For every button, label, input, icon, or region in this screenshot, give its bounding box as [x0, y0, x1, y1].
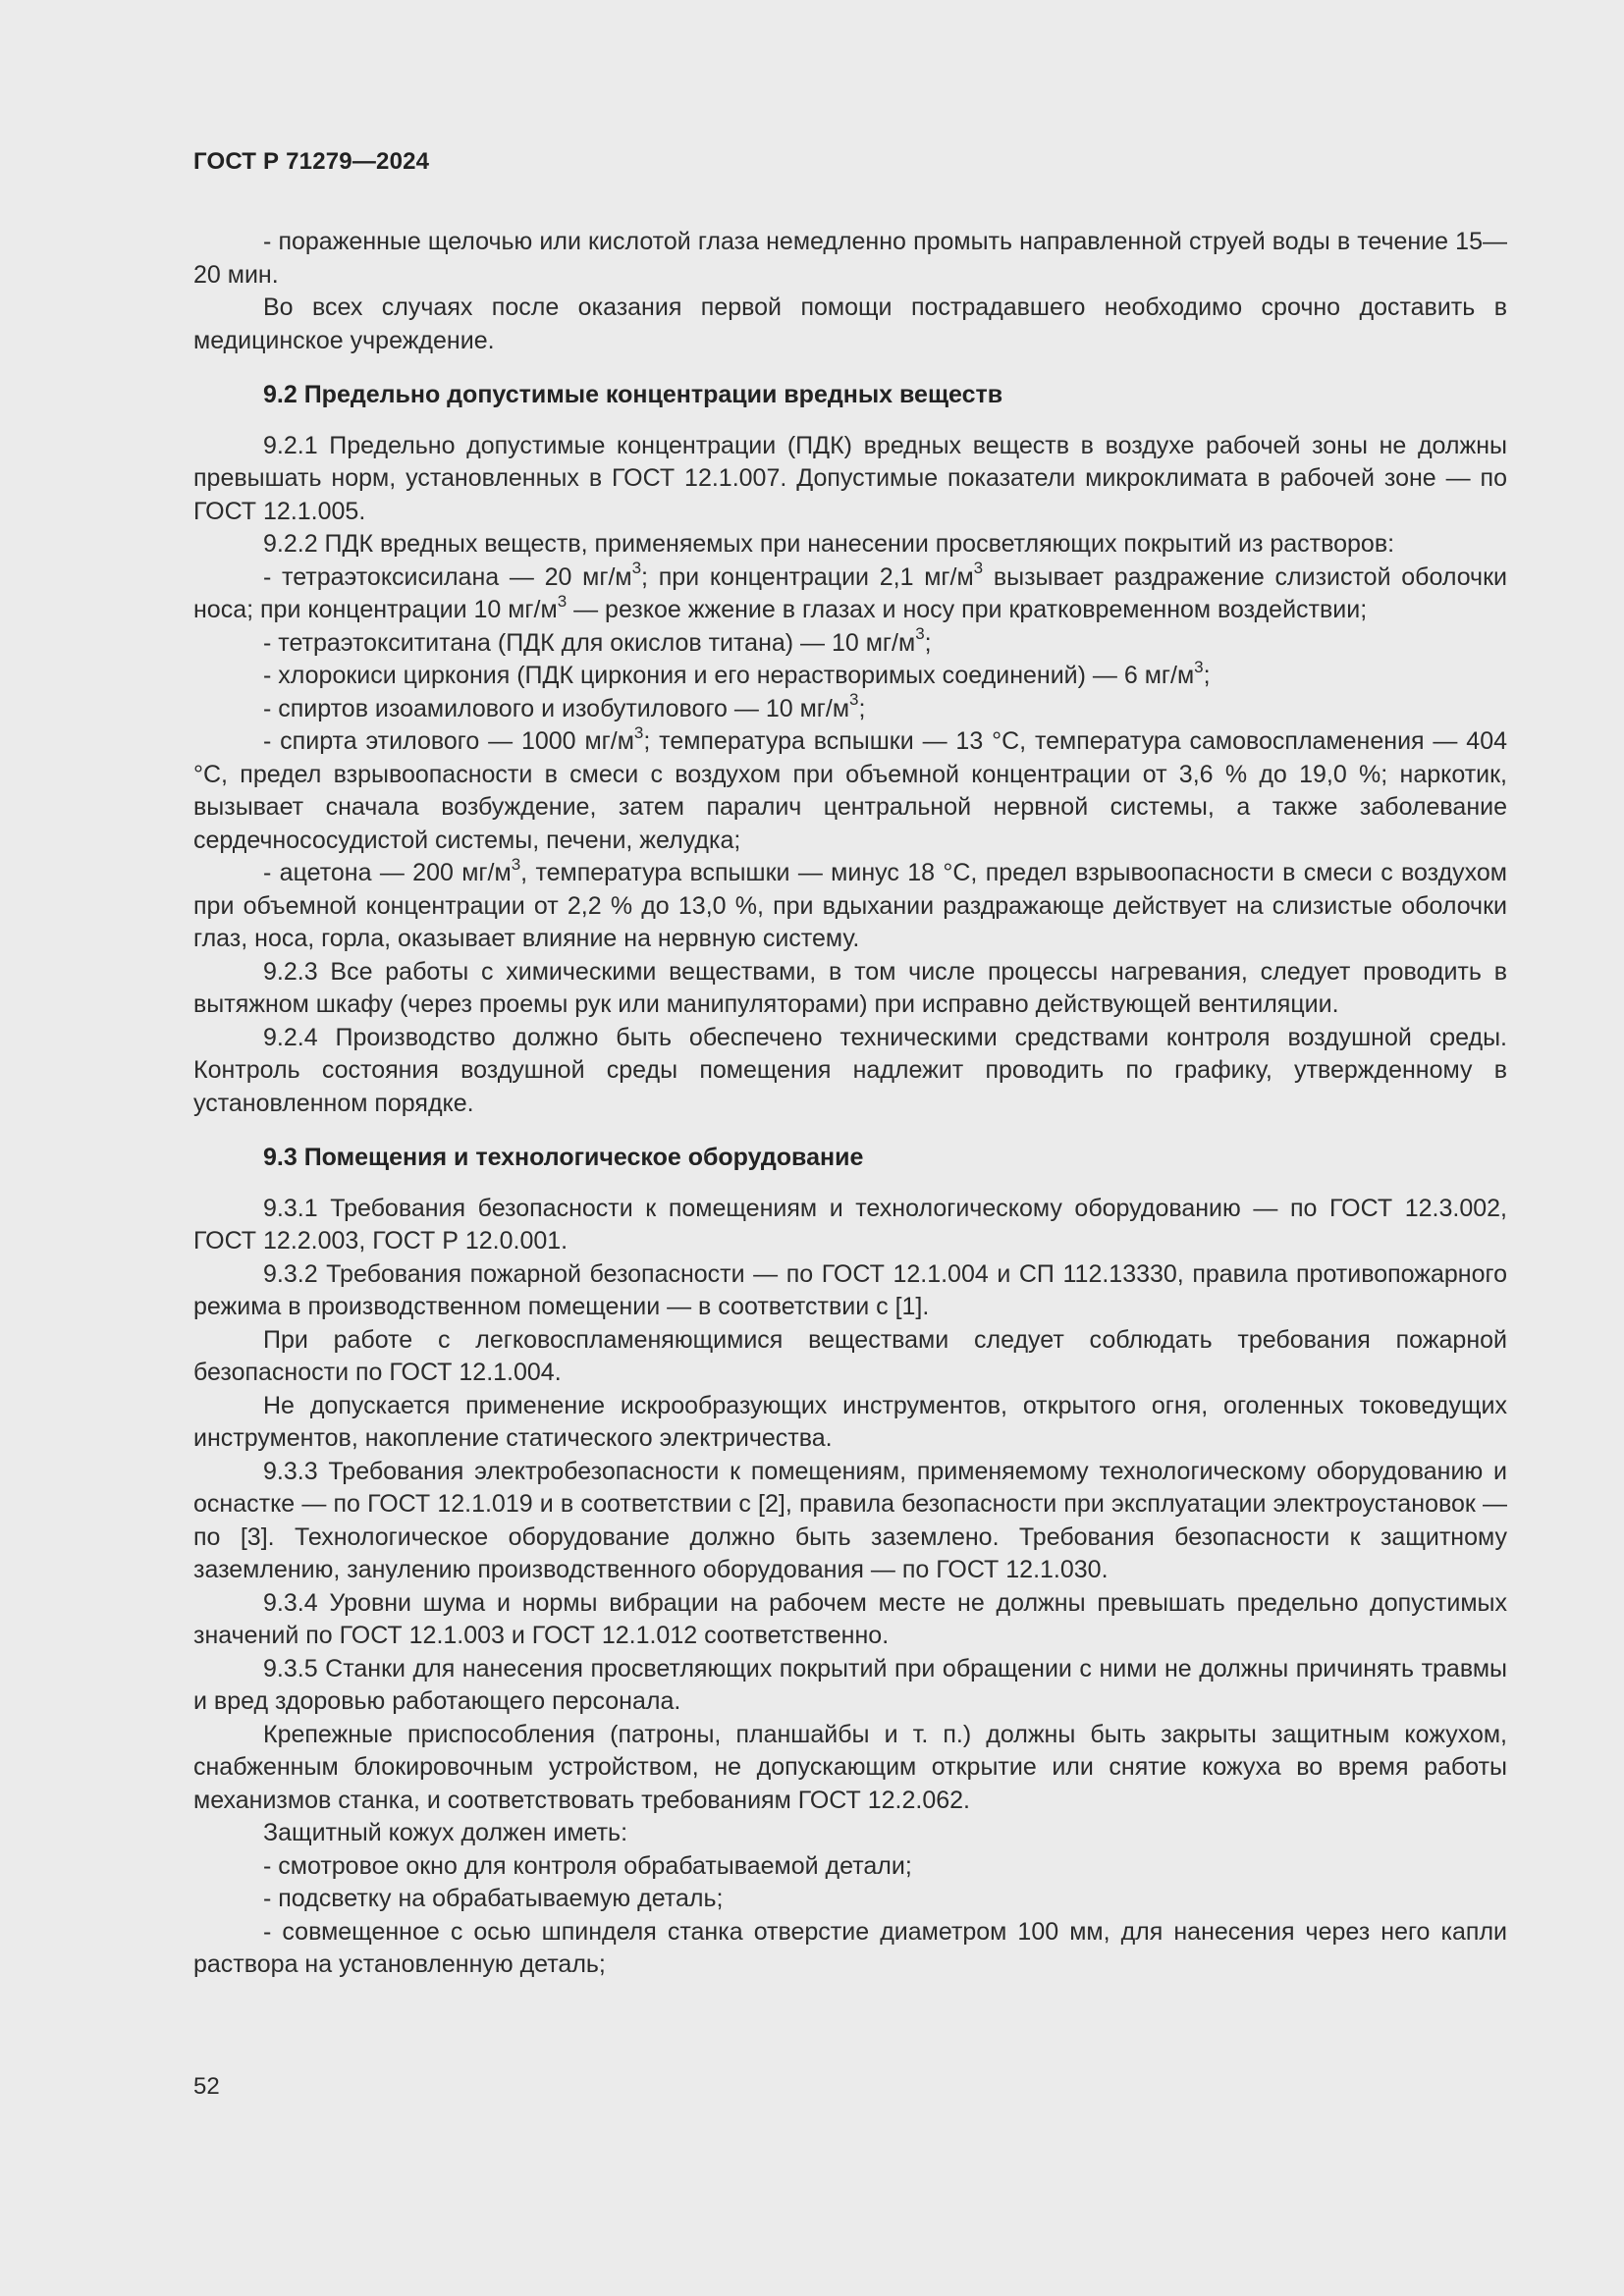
list-item: - подсветку на обрабатываемую деталь;	[263, 1885, 724, 1912]
paragraph-9-2-4: 9.2.4 Производство должно быть обеспечено техническими средствами контроля воздушной среды. Контроль состояния воздушной среды помещения надлежит проводить по графику, утвержденному в установленном порядке.	[193, 1023, 1507, 1117]
paragraph: Крепежные приспособления (патроны, планшайбы и т. п.) должны быть закрыты защитным кожухом, снабженным блокировочным устройством, не допускающим открытие или снятие кожуха во время работы механизмов станка, и соответствовать требованиям ГОСТ 12.2.062.	[193, 1720, 1507, 1814]
list-item: - совмещенное с осью шпинделя станка отверстие диаметром 100 мм, для нанесения через него капли раствора на установленную деталь;	[193, 1917, 1507, 1978]
paragraph-9-3-1: 9.3.1 Требования безопасности к помещениям и технологическому оборудованию — по ГОСТ 12.3.002, ГОСТ 12.2.003, ГОСТ Р 12.0.001.	[193, 1194, 1507, 1255]
section-heading-9-3: 9.3 Помещения и технологическое оборудование	[263, 1144, 864, 1171]
document-page	[193, 0, 1507, 2296]
list-item: - хлорокиси циркония (ПДК циркония и его нерастворимых соединений) — 6 $мг/м^3$;	[263, 657, 1211, 689]
paragraph-9-3-3: 9.3.3 Требования электробезопасности к помещениям, применяемому технологическому оборудованию и оснастке — по ГОСТ 12.1.019 и в соответствии с [2], правила безопасности при эксплуатации электроустановок — по [3]. Технологическое оборудование должно быть заземлено. Требования безопасности к защитному заземлению, занулению производственного оборудования — по ГОСТ 12.1.030.	[193, 1457, 1507, 1583]
paragraph-9-3-2: 9.3.2 Требования пожарной безопасности — по ГОСТ 12.1.004 и СП 112.13330, правила противопожарного режима в производственном помещении — в соответствии с [1].	[193, 1259, 1507, 1320]
list-item: - тетраэтоксисилана — 20 $мг/м^3$; при концентрации 2,1 $мг/м^3$ вызывает раздражение слизистой оболочки носа; при концентрации 10 $мг/м^3$ — резкое жжение в глазах и носу при кратковременном воздействии;	[193, 559, 1507, 623]
paragraph-9-3-4: 9.3.4 Уровни шума и нормы вибрации на рабочем месте не должны превышать предельно допустимых значений по ГОСТ 12.1.003 и ГОСТ 12.1.012 соответственно.	[193, 1588, 1507, 1649]
paragraph-9-2-3: 9.2.3 Все работы с химическими веществами, в том числе процессы нагревания, следует проводить в вытяжном шкафу (через проемы рук или манипуляторами) при исправно действующей вентиляции.	[193, 957, 1507, 1018]
document-header: ГОСТ Р 71279—2024	[193, 148, 430, 175]
paragraph: Защитный кожух должен иметь:	[263, 1819, 628, 1846]
paragraph: Во всех случаях после оказания первой помощи пострадавшего необходимо срочно доставить в медицинское учреждение.	[193, 294, 1507, 354]
list-item: - спирта этилового — 1000 $мг/м^3$; температура вспышки — 13 °С, температура самовоспламенения — 404 °С, предел взрывоопасности в смеси с воздухом при объемной концентрации от 3,6 % до 19,0 %; наркотик, вызывает сначала возбуждение, затем паралич центральной нервной системы, а также заболевание сердечнососудистой системы, печени, желудка;	[193, 722, 1508, 854]
paragraph: Не допускается применение искрообразующих инструментов, открытого огня, оголенных токоведущих инструментов, накопление статического электричества.	[193, 1391, 1507, 1452]
paragraph-9-2-2: 9.2.2 ПДК вредных веществ, применяемых при нанесении просветляющих покрытий из растворов:	[263, 530, 1395, 558]
paragraph-9-2-1: 9.2.1 Предельно допустимые концентрации (ПДК) вредных веществ в воздухе рабочей зоны не должны превышать норм, установленных в ГОСТ 12.1.007. Допустимые показатели микроклимата в рабочей зоне — по ГОСТ 12.1.005.	[193, 431, 1507, 525]
page-number: 52	[193, 2073, 220, 2100]
list-item: - спиртов изоамилового и изобутилового — 10 $мг/м^3$;	[263, 690, 866, 722]
list-item: - ацетона — 200 $мг/м^3$, температура вспышки — минус 18 °С, предел взрывоопасности в смеси с воздухом при объемной концентрации от 2,2 % до 13,0 %, при вдыхании раздражающе действует на слизистые оболочки глаз, носа, горла, оказывает влияние на нервную систему.	[193, 854, 1507, 952]
list-item: - тетраэтоксититана (ПДК для окислов титана) — 10 $мг/м^3$;	[263, 624, 932, 657]
paragraph-9-3-5: 9.3.5 Станки для нанесения просветляющих покрытий при обращении с ними не должны причинять травмы и вред здоровью работающего персонала.	[193, 1654, 1507, 1715]
document-body	[193, 226, 1507, 1982]
paragraph: - пораженные щелочью или кислотой глаза немедленно промыть направленной струей воды в течение 15—20 мин.	[193, 228, 1507, 289]
section-heading-9-2: 9.2 Предельно допустимые концентрации вредных веществ	[263, 381, 1003, 408]
list-item: - смотровое окно для контроля обрабатываемой детали;	[263, 1851, 912, 1880]
paragraph: При работе с легковоспламеняющимися веществами следует соблюдать требования пожарной безопасности по ГОСТ 12.1.004.	[193, 1325, 1507, 1386]
